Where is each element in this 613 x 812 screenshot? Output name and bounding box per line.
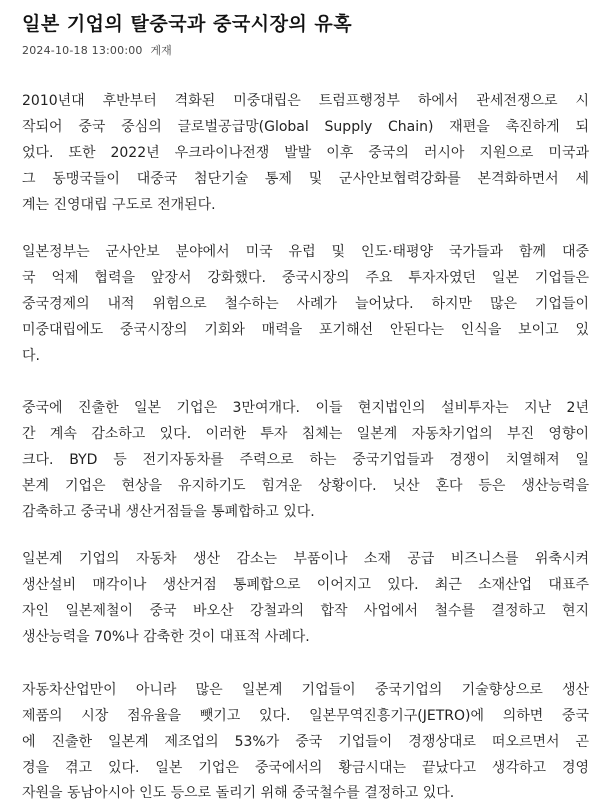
paragraph-line: 제품의 시장 점유율을 뺏기고 있다. 일본무역진흥기구(JETRO)에 의하면 중국 [22, 708, 589, 724]
publish-status: 게재 [150, 44, 172, 57]
publish-date: 2024-10-18 13:00:00 [22, 44, 143, 57]
paragraph-line: 크다. BYD 등 전기자동차를 주력으로 하는 중국기업들과 경쟁이 치열해져 일 [22, 452, 589, 468]
paragraph-line: 생산능력을 70%나 감축한 것이 대표적 사례다. [22, 629, 310, 645]
paragraph-line: 다. [22, 348, 40, 364]
article-meta [22, 42, 172, 58]
paragraph-line: 경을 겪고 있다. 일본 기업은 중국에서의 황금시대는 끝났다고 생각하고 경영 [22, 760, 589, 776]
paragraph-line: 자원을 동남아시아 인도 등으로 돌리기 위해 중국철수를 결정하고 있다. [22, 785, 455, 801]
paragraph-line: 중국경제의 내적 위험으로 철수하는 사례가 늘어났다. 하지만 많은 기업들이 [22, 296, 589, 312]
paragraph-line: 본계 기업은 현상을 유지하기도 힘겨운 상황이다. 닛산 혼다 등은 생산능력을 [22, 478, 589, 494]
paragraph-line: 미중대립에도 중국시장의 기회와 매력을 포기해선 안된다는 인식을 보이고 있 [22, 322, 589, 338]
paragraph-line: 자인 일본제철이 중국 바오산 강철과의 합작 사업에서 철수를 결정하고 현지 [22, 603, 589, 619]
paragraph-line: 일본계 기업의 자동차 생산 감소는 부품이나 소재 공급 비즈니스를 위축시켜 [22, 551, 589, 567]
article-title: 일본 기업의 탈중국과 중국시장의 유혹 [22, 13, 353, 35]
paragraph-line: 2010년대 후반부터 격화된 미중대립은 트럼프행정부 하에서 관세전쟁으로 시 [22, 93, 589, 109]
paragraph-line: 일본정부는 군사안보 분야에서 미국 유럽 및 인도·태평양 국가들과 함께 대중 [22, 244, 589, 260]
paragraph-line: 었다. 또한 2022년 우크라이나전쟁 발발 이후 중국의 러시아 지원으로 미국과 [22, 145, 589, 161]
paragraph-line: 생산설비 매각이나 생산거점 통폐합으로 이어지고 있다. 최근 소재산업 대표주 [22, 577, 589, 593]
paragraph-line: 중국에 진출한 일본 기업은 3만여개다. 이들 현지법인의 설비투자는 지난 2년 [22, 400, 589, 416]
paragraph-line: 작되어 중국 중심의 글로벌공급망(Global Supply Chain) 재편을 촉진하게 되 [22, 119, 589, 135]
paragraph-line: 자동차산업만이 아니라 많은 일본계 기업들이 중국기업의 기술향상으로 생산 [22, 682, 589, 698]
paragraph-line: 간 계속 감소하고 있다. 이러한 투자 침체는 일본계 자동차기업의 부진 영향이 [22, 426, 589, 442]
paragraph-line: 감축하고 중국내 생산거점들을 통폐합하고 있다. [22, 504, 315, 520]
paragraph-line: 국 억제 협력을 앞장서 강화했다. 중국시장의 주요 투자자였던 일본 기업들은 [22, 270, 589, 286]
paragraph-line: 계는 진영대립 구도로 전개된다. [22, 197, 216, 213]
paragraph-line: 그 동맹국들이 대중국 첨단기술 통제 및 군사안보협력강화를 본격화하면서 세 [22, 171, 589, 187]
paragraph-line: 에 진출한 일본계 제조업의 53%가 중국 기업들이 경쟁상대로 떠오르면서 곤 [22, 734, 589, 750]
